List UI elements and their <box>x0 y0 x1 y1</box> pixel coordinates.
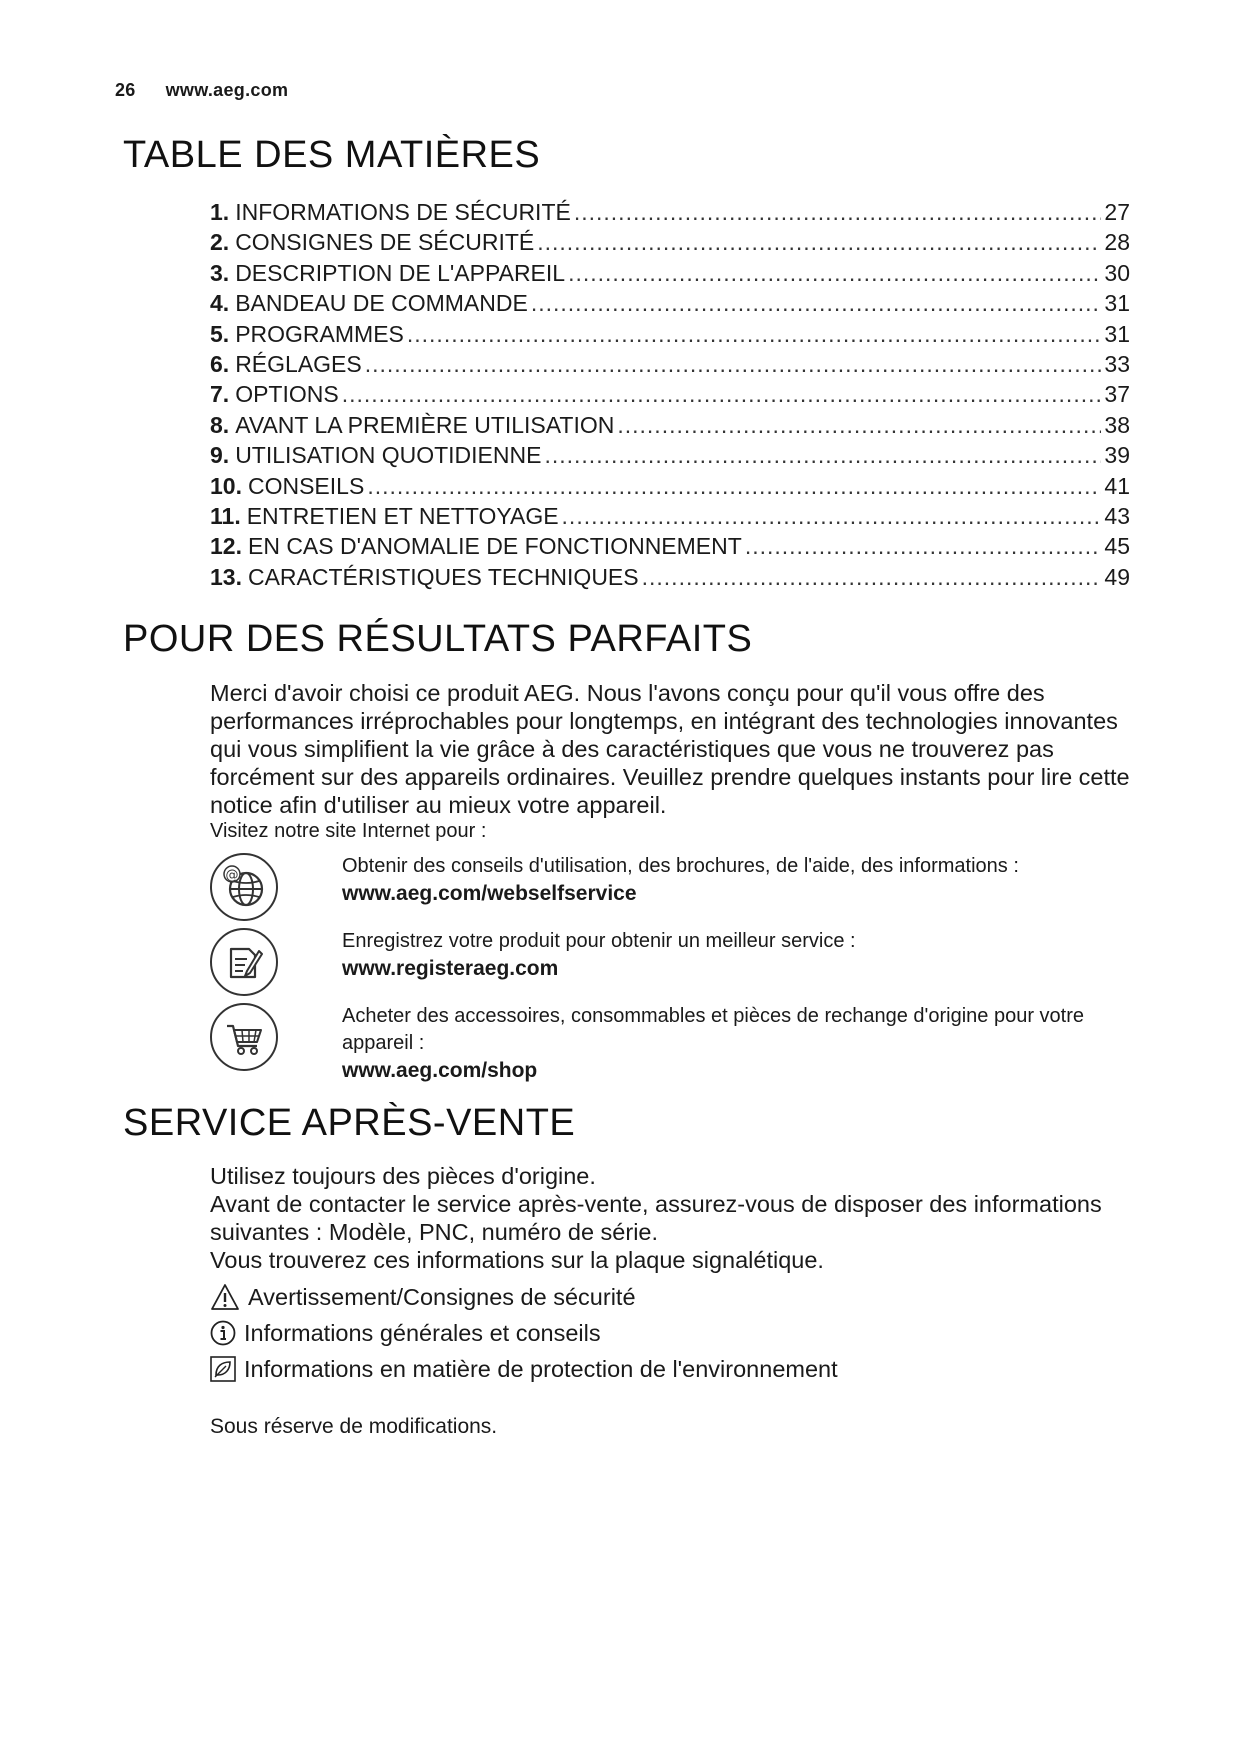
toc-page: 41 <box>1104 472 1130 499</box>
toc-item[interactable] <box>210 288 1130 318</box>
toc-number: 13. <box>210 563 242 590</box>
toc-item[interactable] <box>210 501 1130 531</box>
results-title: POUR DES RÉSULTATS PARFAITS <box>123 618 753 660</box>
toc-label: DESCRIPTION DE L'APPAREIL <box>235 259 566 286</box>
toc-leader <box>342 379 1101 409</box>
toc-item[interactable] <box>210 197 1130 227</box>
toc-item[interactable] <box>210 531 1130 561</box>
link-description: Acheter des accessoires, consommables et pièces de rechange d'origine pour votre appareil : <box>342 1005 1085 1054</box>
shopping-cart-icon <box>210 1003 278 1071</box>
toc-number: 6. <box>210 351 230 378</box>
environment-leaf-icon <box>210 1356 236 1382</box>
toc-leader <box>574 197 1101 227</box>
link-block-shop <box>210 1003 1130 1082</box>
toc-number: 8. <box>210 411 230 438</box>
toc-page: 31 <box>1104 320 1130 347</box>
toc-number: 10. <box>210 472 242 499</box>
link-text-block <box>342 928 1122 982</box>
link-text-block <box>342 853 1122 907</box>
toc-number: 3. <box>210 259 230 286</box>
toc-item[interactable] <box>210 349 1130 379</box>
toc-label: OPTIONS <box>235 381 339 408</box>
toc-label: RÉGLAGES <box>235 351 362 378</box>
toc-number: 1. <box>210 199 230 225</box>
service-title: SERVICE APRÈS-VENTE <box>123 1102 576 1144</box>
toc-leader <box>537 227 1101 257</box>
toc-label: INFORMATIONS DE SÉCURITÉ <box>235 199 571 225</box>
toc-item[interactable] <box>210 258 1130 288</box>
toc-item[interactable] <box>210 471 1130 501</box>
toc-label: EN CAS D'ANOMALIE DE FONCTIONNEMENT <box>247 533 742 560</box>
toc-item[interactable] <box>210 410 1130 440</box>
toc-leader <box>745 531 1101 561</box>
toc-number: 11. <box>210 503 241 530</box>
toc-item[interactable] <box>210 562 1130 592</box>
link-description: Obtenir des conseils d'utilisation, des brochures, de l'aide, des informations : <box>342 855 1019 877</box>
toc-leader <box>642 562 1101 592</box>
info-icon <box>210 1320 236 1346</box>
service-line: Avant de contacter le service après-vente, assurez-vous de disposer des informations suivantes : Modèle, PNC, numéro de série. <box>210 1191 1102 1245</box>
toc-leader <box>562 501 1101 531</box>
toc-label: BANDEAU DE COMMANDE <box>235 290 528 317</box>
toc-page: 27 <box>1104 199 1130 225</box>
toc-page: 31 <box>1104 290 1130 317</box>
toc-leader <box>531 288 1101 318</box>
toc-label: AVANT LA PREMIÈRE UTILISATION <box>235 411 615 438</box>
link-text-block <box>342 1003 1122 1084</box>
toc-number: 2. <box>210 229 230 256</box>
toc-page: 49 <box>1104 563 1130 590</box>
toc-label: CARACTÉRISTIQUES TECHNIQUES <box>247 563 639 590</box>
shop-link[interactable]: www.aeg.com/shop <box>342 1059 538 1082</box>
toc-leader <box>367 471 1101 501</box>
toc-page: 39 <box>1104 442 1130 469</box>
toc-leader <box>617 410 1101 440</box>
toc-label: PROGRAMMES <box>235 320 404 347</box>
toc-number: 4. <box>210 290 230 317</box>
page-header <box>115 80 288 101</box>
link-block-webselfservice <box>210 853 1130 925</box>
toc-number: 12. <box>210 533 242 560</box>
svg-text:@: @ <box>225 868 239 883</box>
link-block-register <box>210 928 1130 1000</box>
webselfservice-link[interactable]: www.aeg.com/webselfservice <box>342 882 637 905</box>
toc-leader <box>544 440 1101 470</box>
toc-leader <box>407 319 1101 349</box>
legend-warning <box>210 1282 1110 1312</box>
toc-page: 45 <box>1104 533 1130 560</box>
toc-label: CONSIGNES DE SÉCURITÉ <box>235 229 535 256</box>
service-line: Vous trouverez ces informations sur la plaque signalétique. <box>210 1247 824 1273</box>
toc-item[interactable] <box>210 440 1130 470</box>
intro-paragraph: Merci d'avoir choisi ce produit AEG. Nous l'avons conçu pour qu'il vous offre des performances irréprochables pour longtemps, en intégrant des technologies innovantes qui vous simplifient la vie grâce à des caractéristiques que vous ne trouverez pas forcément sur des appareils ordinaires. Veuillez prendre quelques instants pour lire cette notice afin d'utiliser au mieux votre appareil. <box>210 680 1130 818</box>
table-of-contents <box>210 197 1130 592</box>
register-document-icon <box>210 928 278 996</box>
legend-label: Informations en matière de protection de l'environnement <box>244 1356 838 1382</box>
toc-item[interactable] <box>210 227 1130 257</box>
header-url[interactable]: www.aeg.com <box>165 80 289 100</box>
toc-number: 7. <box>210 381 230 408</box>
toc-leader <box>365 349 1101 379</box>
toc-page: 33 <box>1104 351 1130 378</box>
link-description: Enregistrez votre produit pour obtenir un meilleur service : <box>342 930 856 952</box>
toc-page: 37 <box>1104 381 1130 408</box>
toc-number: 9. <box>210 442 230 469</box>
service-text <box>210 1162 1130 1274</box>
service-line: Utilisez toujours des pièces d'origine. <box>210 1163 596 1189</box>
legend-environment <box>210 1354 1110 1384</box>
toc-label: UTILISATION QUOTIDIENNE <box>235 442 542 469</box>
modifications-note: Sous réserve de modifications. <box>210 1415 498 1438</box>
toc-item[interactable] <box>210 319 1130 349</box>
toc-title: TABLE DES MATIÈRES <box>123 134 541 176</box>
web-globe-icon <box>210 853 278 921</box>
toc-item[interactable] <box>210 379 1130 409</box>
register-link[interactable]: www.registeraeg.com <box>342 957 559 980</box>
legend-info <box>210 1318 1110 1348</box>
toc-page: 38 <box>1104 411 1130 438</box>
toc-page: 28 <box>1104 229 1130 256</box>
toc-number: 5. <box>210 320 230 347</box>
page-number: 26 <box>115 80 136 100</box>
warning-triangle-icon <box>210 1283 240 1311</box>
toc-label: ENTRETIEN ET NETTOYAGE <box>246 503 559 530</box>
toc-leader <box>568 258 1101 288</box>
toc-page: 30 <box>1104 259 1130 286</box>
visit-text: Visitez notre site Internet pour : <box>210 820 487 842</box>
legend-label: Informations générales et conseils <box>244 1320 601 1346</box>
legend-label: Avertissement/Consignes de sécurité <box>248 1284 636 1310</box>
toc-label: CONSEILS <box>247 472 365 499</box>
toc-page: 43 <box>1104 503 1130 530</box>
